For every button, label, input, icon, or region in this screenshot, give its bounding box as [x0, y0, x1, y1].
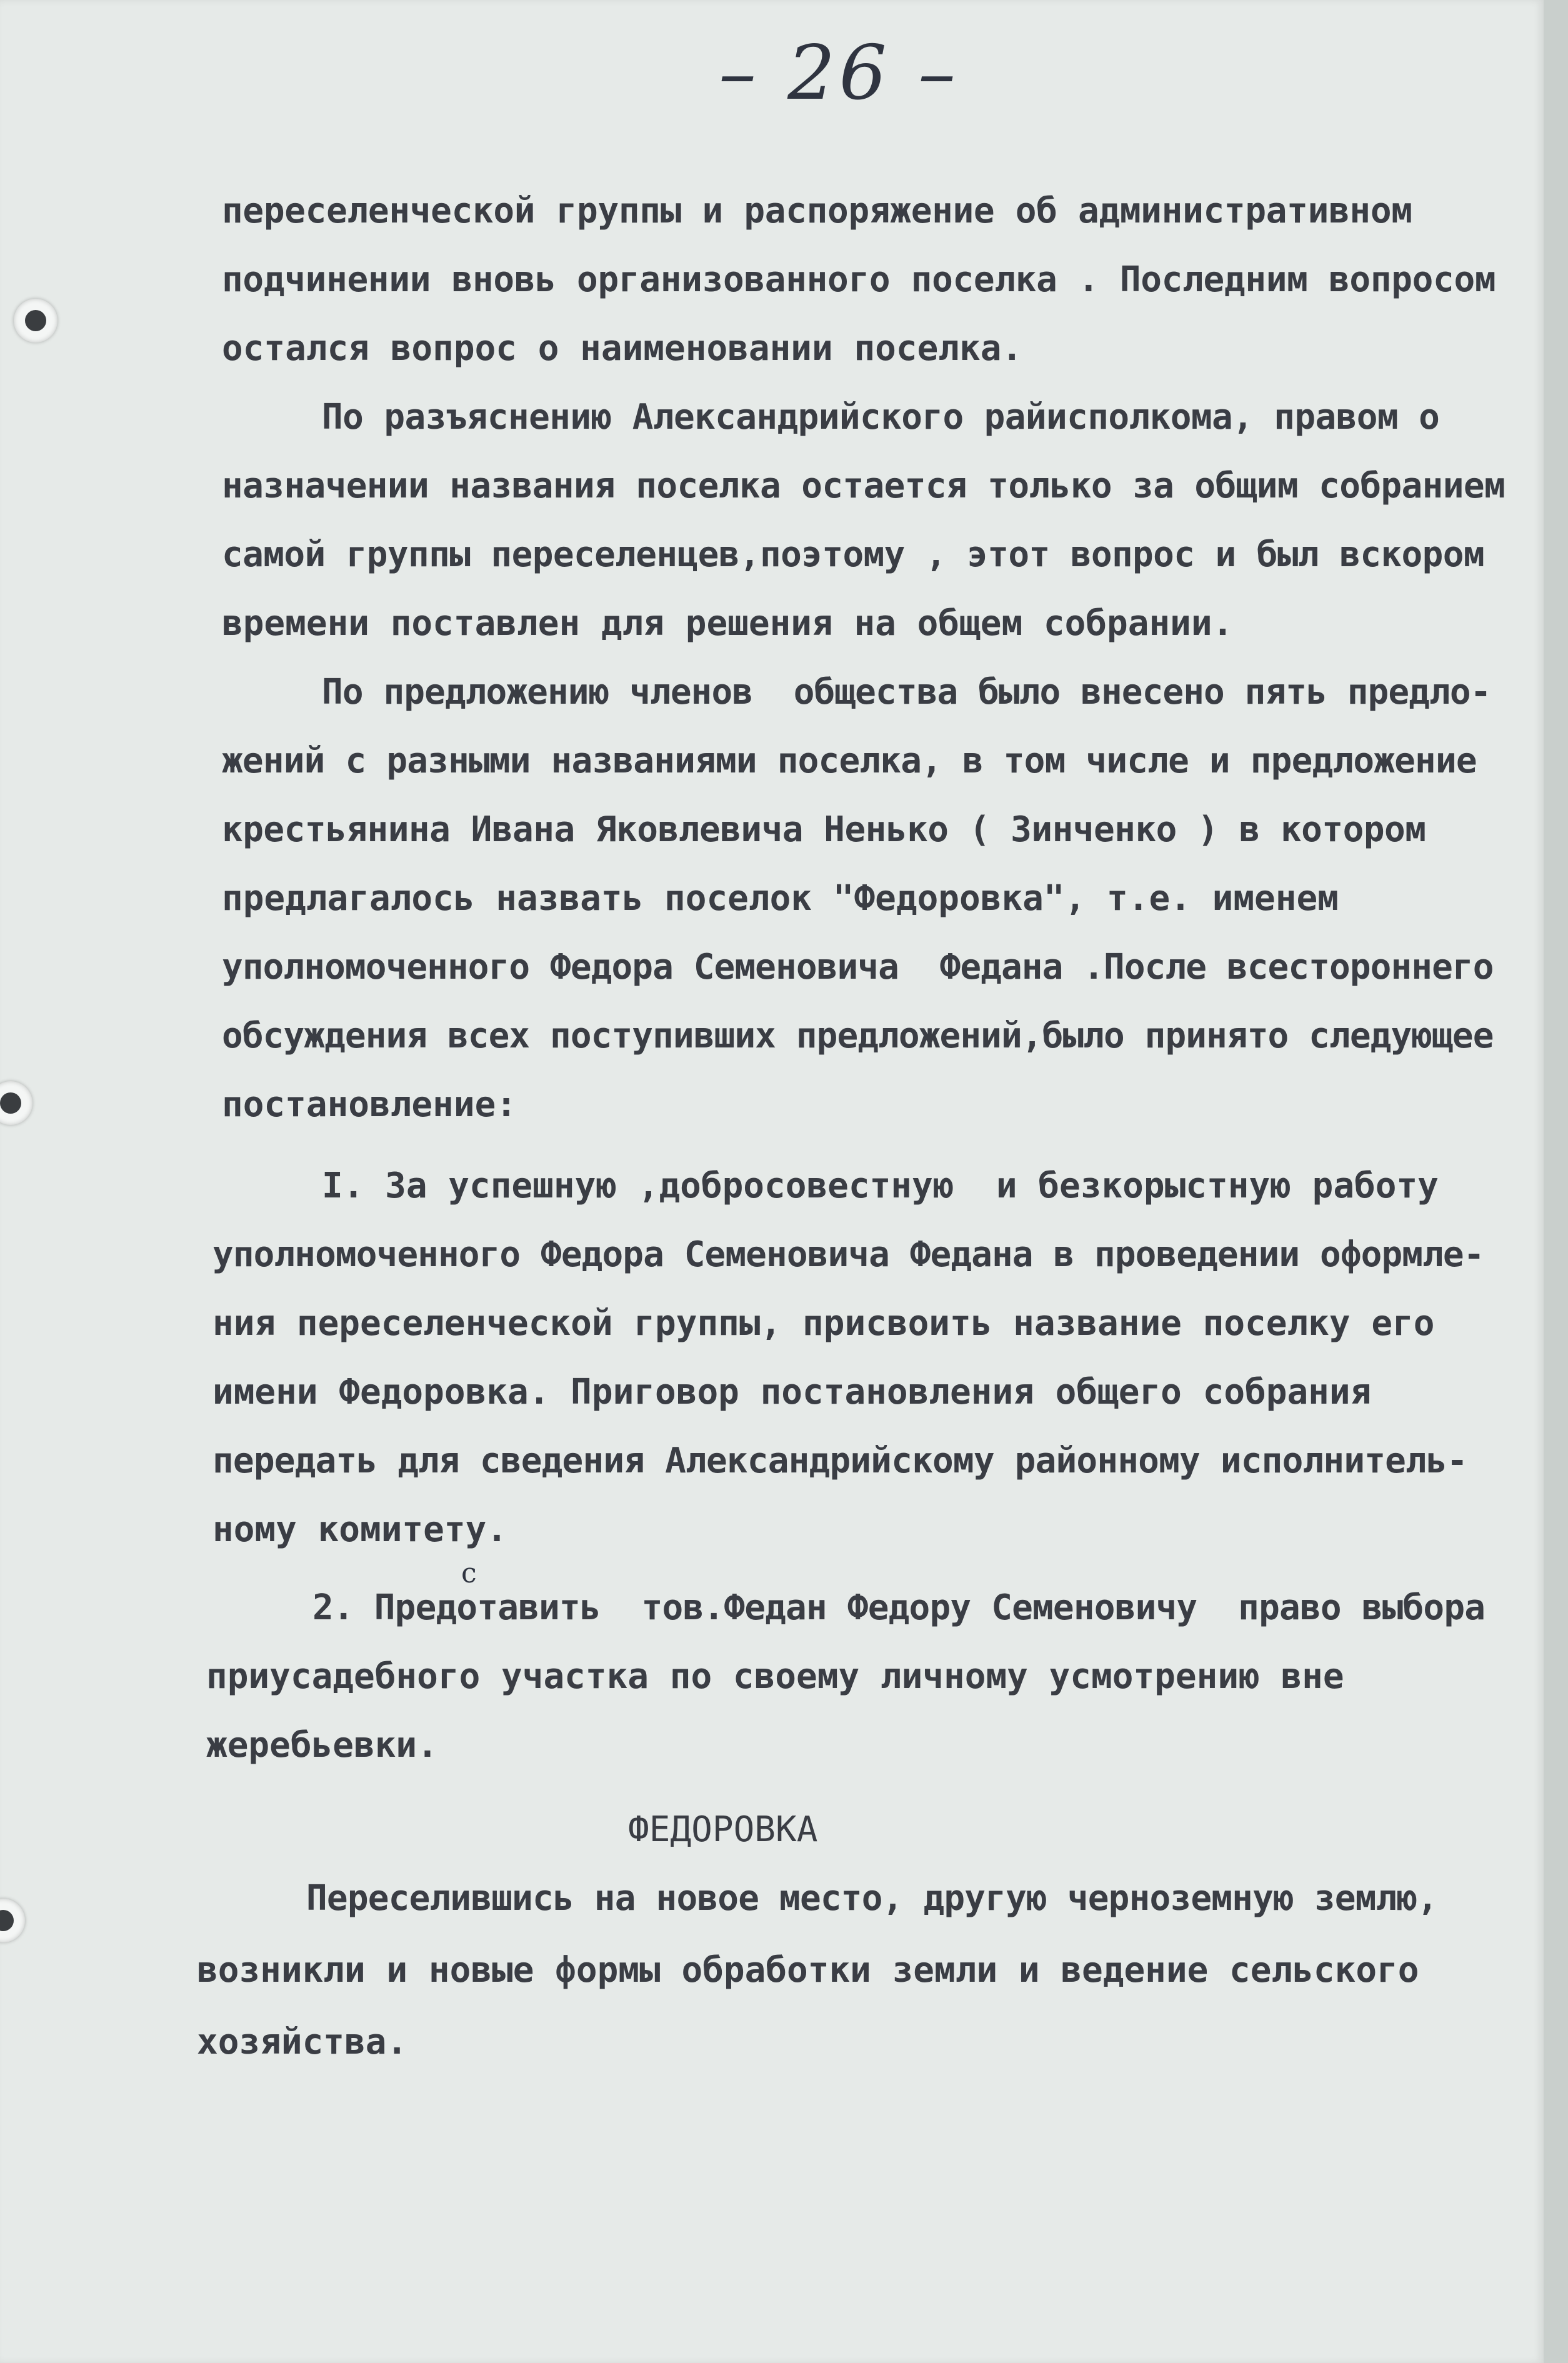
- text-line: Переселившись на новое место, другую черноземную землю,: [306, 1878, 1438, 1919]
- text-line: ния переселенческой группы, присвоить название поселку его: [212, 1303, 1435, 1344]
- text-line: постановление:: [222, 1084, 517, 1125]
- handwritten-correction: с: [461, 1557, 477, 1589]
- text-line: По разъяснению Александрийского райисполкома, правом о: [322, 397, 1440, 437]
- text-line: назначении названия поселка остается только за общим собранием: [222, 466, 1506, 506]
- section-heading: ФЕДОРОВКА: [628, 1809, 818, 1850]
- text-line: крестьянина Ивана Яковлевича Ненько ( Зинченко ) в котором: [222, 809, 1426, 850]
- punch-hole: [0, 1899, 25, 1942]
- text-line: хозяйства.: [197, 2022, 408, 2062]
- text-line: уполномоченного Федора Семеновича Федана в проведении оформле-: [212, 1234, 1484, 1275]
- page-number: – 26 –: [719, 30, 959, 117]
- text-line: уполномоченного Федора Семеновича Федана .После всестороннего: [222, 947, 1494, 987]
- text-line: передать для сведения Александрийскому районному исполнитель-: [212, 1441, 1467, 1481]
- text-line: жеребьевки.: [206, 1725, 438, 1766]
- text-line: переселенческой группы и распоряжение об административном: [222, 191, 1412, 231]
- page-edge: [1544, 0, 1568, 2363]
- text-line: времени поставлен для решения на общем собрании.: [222, 603, 1234, 644]
- text-line: имени Федоровка. Приговор постановления общего собрания: [212, 1372, 1372, 1412]
- text-line: предлагалось назвать поселок "Федоровка", т.е. именем: [222, 878, 1339, 919]
- text-line: 2. Предотавить тов.Федан Федору Семеновичу право выбора: [312, 1587, 1486, 1628]
- text-line: I. За успешную ,добросовестную и безкорыстную работу: [322, 1166, 1439, 1206]
- text-line: жений с разными названиями поселка, в том числе и предложение: [222, 741, 1477, 781]
- punch-hole: [0, 1081, 32, 1125]
- text-line: обсуждения всех поступивших предложений,было принято следующее: [222, 1016, 1494, 1056]
- text-line: подчинении вновь организованного поселка . Последним вопросом: [222, 259, 1496, 300]
- text-line: ному комитету.: [212, 1509, 508, 1550]
- punch-hole: [14, 299, 57, 342]
- text-line: По предложению членов общества было внесено пять предло-: [322, 672, 1491, 712]
- text-line: остался вопрос о наименовании поселка.: [222, 328, 1023, 369]
- text-line: возникли и новые формы обработки земли и ведение сельского: [197, 1950, 1419, 1991]
- text-line: самой группы переселенцев,поэтому , этот вопрос и был вскором: [222, 534, 1485, 575]
- text-line: приусадебного участка по своему личному усмотрению вне: [206, 1656, 1344, 1697]
